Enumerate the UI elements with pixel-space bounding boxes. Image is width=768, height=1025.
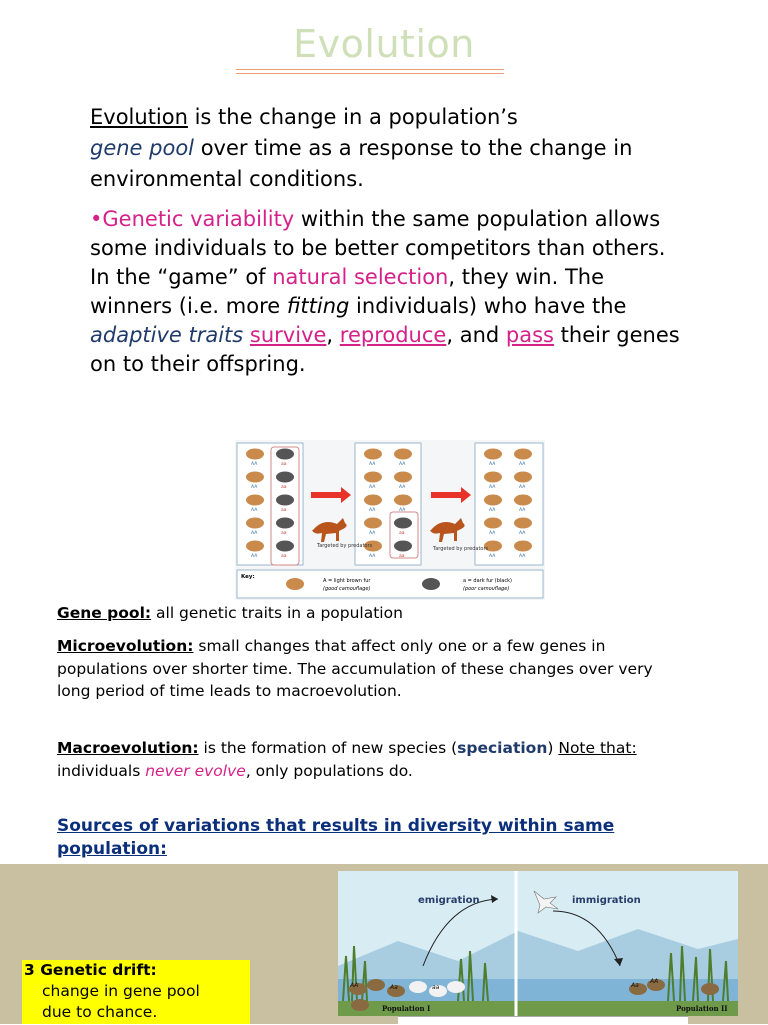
duck-label-aa-1: AA [350, 982, 359, 989]
mouse-icon [364, 495, 382, 506]
key-dark-mouse-icon [422, 578, 440, 590]
variability-text-4: their genes on to their offspring. [90, 323, 680, 376]
genetic-drift-number: 3 [24, 961, 35, 979]
genotype-label: AA [489, 462, 496, 467]
genotype-label: AA [489, 485, 496, 490]
mouse-icon [276, 472, 294, 483]
mouse-icon [514, 541, 532, 552]
genotype-label: aa [399, 531, 405, 536]
genotype-label: aa [281, 554, 287, 559]
speciation-term: speciation [457, 739, 548, 757]
genotype-label: AA [251, 554, 258, 559]
mouse-icon [246, 472, 264, 483]
mouse-icon [484, 472, 502, 483]
population-2-label: Population II [676, 1004, 728, 1013]
genotype-label: AA [369, 508, 376, 513]
key-a-lower: a = dark fur (black) [463, 578, 512, 584]
key-a-upper-note: (good camouflage) [323, 586, 371, 592]
evolution-definition [90, 102, 690, 195]
mouse-icon [246, 495, 264, 506]
genetic-variability-paragraph: •Genetic variability within the same population allows some individuals to be better competitors than others. In the “game” of natural selection, they win. The winners (i.e. more fitting individuals) who have the adaptive traits survive, reproduce, and pass their genes on to their offspring. [90, 207, 680, 376]
reproduce-term: reproduce [339, 323, 447, 347]
note-that-label: Note that: [558, 739, 637, 757]
genotype-label: aa [399, 554, 405, 559]
macroevolution-text-2: ) [547, 739, 559, 757]
genotype-label: AA [399, 485, 406, 490]
key-box [237, 570, 543, 598]
duck-label-aa-2: Aa [390, 984, 398, 991]
gene-pool-def-text: all genetic traits in a population [151, 604, 403, 622]
fitting-term: fitting [286, 294, 350, 318]
mouse-icon [364, 449, 382, 460]
genotype-label: AA [519, 554, 526, 559]
and-text: , and [446, 323, 506, 347]
genotype-label: AA [251, 531, 258, 536]
genetic-drift-heading [22, 960, 250, 981]
genetic-variability-term: Genetic variability [102, 207, 295, 231]
gene-pool-def-term: Gene pool: [57, 604, 152, 622]
genotype-label: aa [281, 531, 287, 536]
microevolution-definition [57, 635, 667, 703]
macroevolution-term: Macroevolution: [57, 739, 199, 757]
genotype-label: AA [369, 531, 376, 536]
duck-label-aa-5: AA [650, 978, 659, 985]
mouse-icon [394, 518, 412, 529]
mouse-icon [364, 472, 382, 483]
genotype-label: AA [399, 462, 406, 467]
mouse-icon [246, 541, 264, 552]
gene-pool-term: gene pool [90, 136, 195, 160]
targeted-label-2: Targeted by predators [433, 546, 489, 552]
key-a-upper: A = light brown fur [323, 578, 371, 584]
genotype-label: AA [399, 508, 406, 513]
genotype-label: AA [519, 508, 526, 513]
microevolution-text: small changes that affect only one or a few genes in populations over shorter time. The accumulation of these changes over very long period of time leads to macroevolution. [57, 637, 653, 700]
mouse-icon [364, 518, 382, 529]
genotype-label: aa [281, 508, 287, 513]
mouse-icon [276, 495, 294, 506]
title-underline-rule [236, 69, 504, 74]
targeted-label-1: Targeted by predators [317, 543, 373, 549]
macroevolution-text-1: is the formation of new species ( [198, 739, 458, 757]
mouse-icon [246, 449, 264, 460]
mouse-icon [276, 449, 294, 460]
survive-term: survive [249, 323, 327, 347]
gene-pool-definition [57, 602, 667, 625]
genotype-label: AA [519, 485, 526, 490]
genotype-label: AA [251, 508, 258, 513]
sources-of-variation-heading: Sources of variations that results in diversity within same population: [57, 816, 615, 859]
genotype-label: aa [281, 462, 287, 467]
key-light-mouse-icon [286, 578, 304, 590]
mouse-icon [394, 472, 412, 483]
genotype-label: AA [519, 531, 526, 536]
never-evolve-term: never evolve [145, 761, 246, 780]
genotype-label: AA [369, 462, 376, 467]
genotype-label: AA [369, 485, 376, 490]
genotype-label: AA [489, 554, 496, 559]
mouse-icon [394, 541, 412, 552]
mouse-icon [514, 495, 532, 506]
mouse-icon [514, 449, 532, 460]
evolution-term: Evolution [90, 105, 188, 129]
mouse-icon [246, 518, 264, 529]
natural-selection-figure [235, 440, 545, 600]
definition-text-1: is the change in a population’s [187, 105, 518, 129]
macroevolution-definition [57, 737, 667, 782]
genotype-label: AA [251, 462, 258, 467]
mouse-icon [484, 449, 502, 460]
genotype-label: AA [369, 554, 376, 559]
mouse-icon [514, 472, 532, 483]
pass-term: pass [505, 323, 554, 347]
adaptive-traits-term: adaptive traits [90, 323, 244, 347]
gene-flow-figure [338, 871, 738, 1016]
genotype-label: AA [489, 508, 496, 513]
duck-label-aa-3: aa [432, 984, 440, 991]
page-title: Evolution [293, 22, 475, 66]
natural-selection-term: natural selection [272, 265, 449, 289]
bullet: • [90, 207, 103, 231]
genetic-drift-box [22, 960, 250, 1024]
key-label: Key: [241, 574, 255, 580]
mouse-icon [276, 541, 294, 552]
mouse-icon [394, 495, 412, 506]
mouse-icon [394, 449, 412, 460]
definition-text-2: over time as a response to the change in environmental conditions. [90, 136, 633, 191]
genotype-label: aa [281, 485, 287, 490]
mouse-icon [484, 518, 502, 529]
mouse-icon [484, 495, 502, 506]
mouse-icon [276, 518, 294, 529]
macroevolution-text-4: , only populations do. [245, 761, 413, 780]
genetic-drift-term: Genetic drift: [40, 961, 157, 979]
variability-text-1: within the same population allows some individuals to be better competitors than others. In the “game” of [90, 207, 666, 289]
microevolution-term: Microevolution: [57, 637, 194, 655]
genotype-label: AA [489, 531, 496, 536]
emigration-label: emigration [418, 895, 480, 906]
mouse-icon [514, 518, 532, 529]
variability-text-3: individuals) who have the [349, 294, 627, 318]
genetic-drift-text: change in gene pool due to chance. [42, 982, 200, 1021]
duck-label-aa-4: Aa [631, 982, 639, 989]
genotype-label: AA [519, 462, 526, 467]
variability-text-2: , they win. The winners (i.e. more [90, 265, 605, 318]
macroevolution-text-3: individuals [57, 761, 146, 780]
key-a-lower-note: (poor camouflage) [463, 586, 510, 592]
immigration-label: immigration [572, 895, 641, 906]
population-1-label: Population I [382, 1004, 431, 1013]
genotype-label: AA [251, 485, 258, 490]
